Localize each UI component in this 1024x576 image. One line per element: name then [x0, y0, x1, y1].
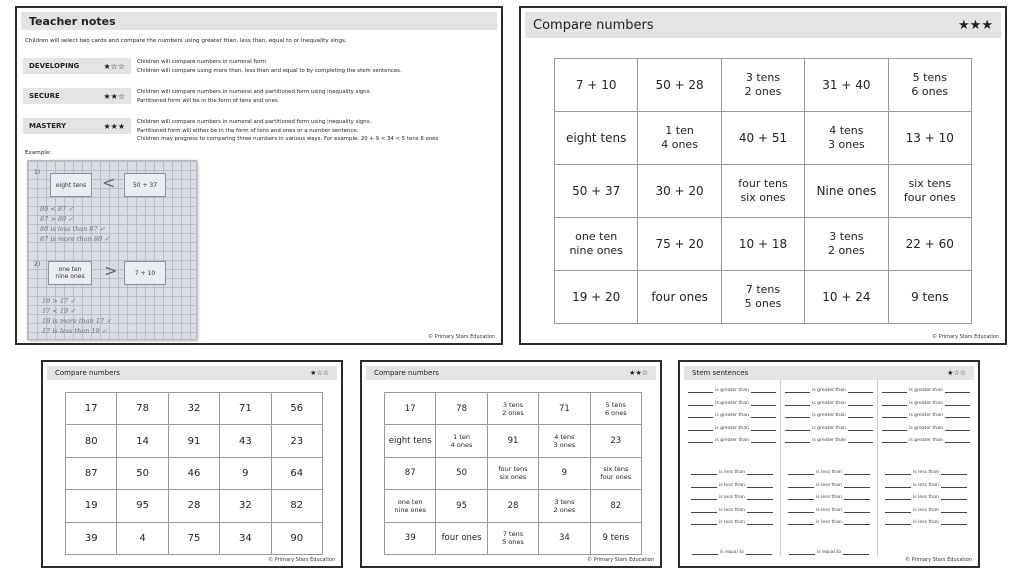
answer-blank[interactable] — [751, 427, 776, 431]
level-badge — [23, 58, 131, 74]
inequality-sign: > — [104, 261, 118, 280]
level-name: MASTERY — [29, 122, 67, 130]
number-card: 56 — [271, 393, 322, 425]
number-card: 90 — [271, 522, 322, 554]
number-card: Nine ones — [805, 165, 888, 218]
copyright-footer: © Primary Stars Education — [268, 557, 335, 563]
answer-blank[interactable] — [688, 402, 713, 406]
answer-blank[interactable] — [844, 471, 870, 475]
answer-blank[interactable] — [688, 427, 713, 431]
number-card: 71 — [220, 393, 271, 425]
stem-phrase: is greater than — [812, 400, 846, 406]
answer-blank[interactable] — [691, 521, 717, 525]
star-rating-icon: ★☆☆ — [310, 369, 329, 377]
question-number: 2) — [34, 261, 41, 268]
answer-blank[interactable] — [885, 496, 911, 500]
answer-blank[interactable] — [882, 439, 907, 443]
number-card: 46 — [168, 457, 219, 489]
slide-header — [684, 366, 974, 380]
star-rating-icon: ★★★ — [958, 17, 993, 33]
stem-sentence — [785, 438, 873, 443]
example-label: Example: — [25, 150, 52, 156]
stem-phrase: is less than — [913, 482, 939, 488]
level-secure — [23, 88, 497, 105]
number-card: 17 — [385, 393, 436, 425]
number-card: eight tens — [385, 425, 436, 457]
level-description — [131, 58, 402, 75]
stem-sentence — [785, 495, 873, 500]
number-card: 4 tens 3 ones — [805, 112, 888, 165]
answer-blank[interactable] — [751, 402, 776, 406]
copyright-footer: © Primary Stars Education — [905, 557, 972, 563]
stem-sentence — [882, 413, 970, 418]
stem-sentence — [688, 483, 776, 488]
number-card-grid — [554, 58, 972, 324]
answer-blank[interactable] — [747, 521, 773, 525]
answer-blank[interactable] — [843, 551, 869, 555]
answer-blank[interactable] — [789, 551, 815, 555]
stem-phrase: is less than — [816, 470, 842, 475]
answer-blank[interactable] — [844, 484, 870, 488]
number-card: 7 tens 5 ones — [487, 522, 538, 554]
stem-sentence — [688, 388, 776, 393]
level-line: Children will compare numbers in numeral form. — [137, 59, 268, 65]
grid-row — [66, 490, 323, 522]
number-card: 32 — [168, 393, 219, 425]
number-card: 5 tens 6 ones — [888, 59, 971, 112]
answer-blank[interactable] — [751, 389, 776, 393]
number-card: 91 — [487, 425, 538, 457]
stem-phrase: is less than — [816, 495, 842, 500]
stem-phrase: is less than — [913, 507, 939, 513]
grid-row — [385, 457, 642, 489]
handwritten-line: 87 > 80 ✓ — [40, 215, 74, 223]
number-card: 71 — [539, 393, 590, 425]
level-name: DEVELOPING — [29, 62, 80, 70]
inequality-sign: < — [102, 173, 116, 192]
number-card: 78 — [117, 393, 168, 425]
notes-intro: Children will select two cards and compare the numbers using greater than, less than, equal to or inequality sings. — [25, 38, 347, 44]
stem-sentence — [785, 520, 873, 525]
grid-row — [66, 522, 323, 554]
grid-row — [555, 165, 972, 218]
number-card: 1 ten 4 ones — [436, 425, 487, 457]
grid-row — [555, 112, 972, 165]
slide-header — [47, 366, 337, 380]
number-card: 34 — [220, 522, 271, 554]
number-card: 43 — [220, 425, 271, 457]
number-card: 39 — [66, 522, 117, 554]
handwritten-line: 80 is less than 87 ✓ — [40, 225, 106, 233]
number-card: six tens four ones — [888, 165, 971, 218]
level-description — [131, 88, 371, 105]
worked-example-photo — [27, 160, 197, 340]
number-card: 3 tens 2 ones — [721, 59, 804, 112]
answer-blank[interactable] — [945, 427, 970, 431]
number-card: 31 + 40 — [805, 59, 888, 112]
answer-blank[interactable] — [885, 484, 911, 488]
copyright-footer: © Primary Stars Education — [587, 557, 654, 563]
number-card: four ones — [436, 522, 487, 554]
stem-phrase: is greater than — [715, 400, 749, 406]
grid-row — [555, 271, 972, 324]
level-line: Partitioned form will either be in the form of tens and ones or a number sentence. — [137, 127, 359, 134]
number-card: 28 — [168, 490, 219, 522]
stem-sentence — [882, 483, 970, 488]
stem-sentence — [882, 520, 970, 525]
number-card: 39 — [385, 522, 436, 554]
number-card: 5 tens 6 ones — [590, 393, 641, 425]
slide-title: Stem sentences — [692, 369, 749, 377]
answer-blank[interactable] — [688, 439, 713, 443]
answer-blank[interactable] — [945, 414, 970, 418]
grid-row — [555, 59, 972, 112]
number-card: 50 + 37 — [124, 173, 166, 197]
number-card: 19 — [66, 490, 117, 522]
level-developing — [23, 58, 497, 75]
answer-blank[interactable] — [848, 427, 873, 431]
number-card: 32 — [220, 490, 271, 522]
grid-row — [385, 425, 642, 457]
number-card: 34 — [539, 522, 590, 554]
stem-phrase: is less than — [913, 495, 939, 500]
stem-phrase: is greater than — [715, 438, 749, 443]
stem-sentence — [785, 483, 873, 488]
number-card: 95 — [436, 490, 487, 522]
stem-sentence — [785, 426, 873, 431]
level-line: Children will compare using more than, less than and equal to by completing the stem sentences. — [137, 67, 402, 74]
number-card: 91 — [168, 425, 219, 457]
stem-sentence — [882, 495, 970, 500]
compare-numbers-mastery-slide — [519, 6, 1007, 345]
stem-column — [684, 380, 781, 556]
stem-phrase: is less than — [816, 507, 842, 513]
handwritten-line: 17 < 19 ✓ — [42, 307, 76, 315]
stem-phrase: is greater than — [812, 438, 846, 443]
copyright-footer: © Primary Stars Education — [428, 334, 495, 340]
answer-blank[interactable] — [785, 427, 810, 431]
number-card: 50 + 28 — [638, 59, 721, 112]
answer-blank[interactable] — [785, 402, 810, 406]
answer-blank[interactable] — [844, 509, 870, 513]
answer-blank[interactable] — [688, 389, 713, 393]
answer-blank[interactable] — [751, 439, 776, 443]
answer-blank[interactable] — [688, 414, 713, 418]
answer-blank[interactable] — [691, 496, 717, 500]
stem-phrase: is less than — [913, 470, 939, 475]
stem-phrase: is less than — [719, 520, 745, 525]
answer-blank[interactable] — [785, 439, 810, 443]
number-card: 10 + 18 — [721, 218, 804, 271]
number-card: 4 — [117, 522, 168, 554]
number-card: 9 tens — [888, 271, 971, 324]
stem-phrase: is less than — [816, 520, 842, 525]
stem-sentence — [688, 470, 776, 475]
handwritten-line: 19 is more than 17 ✓ — [42, 317, 112, 325]
stem-sentence — [882, 426, 970, 431]
stem-phrase: is equal to — [720, 550, 744, 555]
level-mastery — [23, 118, 497, 144]
number-card: 14 — [117, 425, 168, 457]
stem-phrase: is greater than — [909, 425, 943, 431]
grid-row — [66, 393, 323, 425]
stem-sentence — [688, 520, 776, 525]
stem-phrase: is greater than — [909, 438, 943, 443]
stem-sentences-slide — [678, 360, 980, 568]
answer-blank[interactable] — [747, 496, 773, 500]
number-card: six tens four ones — [590, 457, 641, 489]
star-rating-icon: ★☆☆ — [103, 61, 125, 71]
number-card: eight tens — [555, 112, 638, 165]
level-badge — [23, 88, 131, 104]
stem-sentence-columns — [684, 380, 974, 556]
number-card: 23 — [271, 425, 322, 457]
answer-blank[interactable] — [885, 509, 911, 513]
stem-column — [781, 380, 878, 556]
answer-blank[interactable] — [746, 551, 772, 555]
number-card: one ten nine ones — [385, 490, 436, 522]
stem-phrase: is less than — [719, 470, 745, 475]
slide-title: Compare numbers — [374, 369, 439, 377]
answer-blank[interactable] — [788, 509, 814, 513]
answer-blank[interactable] — [945, 439, 970, 443]
stem-phrase: is greater than — [909, 400, 943, 406]
answer-blank[interactable] — [941, 484, 967, 488]
number-card: 40 + 51 — [721, 112, 804, 165]
stem-phrase: is less than — [816, 482, 842, 488]
number-card: 10 + 24 — [805, 271, 888, 324]
stem-phrase: is greater than — [715, 413, 749, 418]
number-card: 3 tens 2 ones — [487, 393, 538, 425]
number-card: 1 ten 4 ones — [638, 112, 721, 165]
level-badge — [23, 118, 131, 134]
answer-blank[interactable] — [941, 521, 967, 525]
answer-blank[interactable] — [747, 484, 773, 488]
number-card: 82 — [590, 490, 641, 522]
stem-phrase: is greater than — [715, 388, 749, 393]
stem-phrase: is less than — [913, 520, 939, 525]
stem-sentence — [688, 438, 776, 443]
number-card: 50 + 37 — [555, 165, 638, 218]
answer-blank[interactable] — [844, 521, 870, 525]
number-card: 80 — [66, 425, 117, 457]
slide-title: Compare numbers — [533, 17, 654, 33]
level-line: Partitioned form will be in the form of tens and ones. — [137, 97, 280, 104]
answer-blank[interactable] — [882, 414, 907, 418]
number-card: 17 — [66, 393, 117, 425]
stem-phrase: is greater than — [715, 425, 749, 431]
stem-sentence — [688, 426, 776, 431]
number-card: 7 + 10 — [555, 59, 638, 112]
answer-blank[interactable] — [848, 439, 873, 443]
stem-sentence — [688, 413, 776, 418]
grid-row — [385, 393, 642, 425]
number-card: 9 — [220, 457, 271, 489]
number-card: 75 + 20 — [638, 218, 721, 271]
answer-blank[interactable] — [945, 402, 970, 406]
stem-sentence — [785, 401, 873, 406]
answer-blank[interactable] — [848, 389, 873, 393]
slide-header — [366, 366, 656, 380]
question-number: 1) — [34, 169, 41, 176]
level-line: Children will compare numbers in numeral and partitioned form using inequality signs. — [137, 119, 372, 125]
answer-blank[interactable] — [751, 414, 776, 418]
number-card: 23 — [590, 425, 641, 457]
number-card: four tens six ones — [487, 457, 538, 489]
number-card: 19 + 20 — [555, 271, 638, 324]
stem-sentence — [882, 388, 970, 393]
answer-blank[interactable] — [788, 471, 814, 475]
number-card: 78 — [436, 393, 487, 425]
handwritten-line: 87 is more than 80 ✓ — [40, 235, 110, 243]
stem-phrase: is equal to — [817, 550, 841, 555]
stem-sentence — [688, 550, 776, 555]
answer-blank[interactable] — [785, 389, 810, 393]
compare-numbers-developing-slide — [41, 360, 343, 568]
level-description — [131, 118, 438, 144]
number-card: 50 — [117, 457, 168, 489]
number-card: 64 — [271, 457, 322, 489]
stem-phrase: is less than — [719, 507, 745, 513]
stem-sentence — [882, 470, 970, 475]
number-card-grid — [384, 392, 642, 555]
answer-blank[interactable] — [882, 389, 907, 393]
level-line: Children will compare numbers in numeral and partitioned form using inequality signs. — [137, 89, 372, 95]
teacher-notes-slide — [15, 6, 503, 345]
number-card: 9 tens — [590, 522, 641, 554]
copyright-footer: © Primary Stars Education — [932, 334, 999, 340]
stem-sentence — [882, 508, 970, 513]
stem-sentence — [882, 401, 970, 406]
number-card: 28 — [487, 490, 538, 522]
stem-sentence — [882, 438, 970, 443]
number-card: 22 + 60 — [888, 218, 971, 271]
number-card: one ten nine ones — [48, 261, 92, 285]
number-card: 87 — [385, 457, 436, 489]
answer-blank[interactable] — [941, 496, 967, 500]
answer-blank[interactable] — [945, 389, 970, 393]
grid-row — [385, 490, 642, 522]
stem-phrase: is greater than — [909, 413, 943, 418]
answer-blank[interactable] — [747, 471, 773, 475]
stem-sentence — [785, 508, 873, 513]
answer-blank[interactable] — [885, 521, 911, 525]
grid-row — [555, 218, 972, 271]
star-rating-icon: ★★☆ — [629, 369, 648, 377]
star-rating-icon: ★★★ — [103, 121, 125, 131]
answer-blank[interactable] — [844, 496, 870, 500]
stem-phrase: is less than — [719, 495, 745, 500]
star-rating-icon: ★★☆ — [103, 91, 125, 101]
number-card: 95 — [117, 490, 168, 522]
grid-row — [66, 425, 323, 457]
stem-sentence — [688, 401, 776, 406]
answer-blank[interactable] — [788, 484, 814, 488]
level-line: Children may progress to comparing three numbers in various ways. For example: 20 + 9 < 34 < 5 tens 6 ones — [137, 136, 439, 142]
answer-blank[interactable] — [848, 414, 873, 418]
stem-phrase: is greater than — [812, 425, 846, 431]
number-card: 9 — [539, 457, 590, 489]
stem-sentence — [785, 470, 873, 475]
stem-sentence — [688, 495, 776, 500]
answer-blank[interactable] — [788, 521, 814, 525]
answer-blank[interactable] — [691, 471, 717, 475]
stem-phrase: is greater than — [909, 388, 943, 393]
slide-title: Compare numbers — [55, 369, 120, 377]
number-card: 4 tens 3 ones — [539, 425, 590, 457]
compare-numbers-secure-slide — [360, 360, 662, 568]
stem-phrase: is less than — [719, 482, 745, 488]
stem-phrase: is greater than — [812, 388, 846, 393]
number-card: 87 — [66, 457, 117, 489]
stem-sentence — [785, 388, 873, 393]
number-card: 82 — [271, 490, 322, 522]
answer-blank[interactable] — [885, 471, 911, 475]
slide-header — [525, 12, 1001, 38]
number-card: 3 tens 2 ones — [539, 490, 590, 522]
number-card: 30 + 20 — [638, 165, 721, 218]
number-card: four ones — [638, 271, 721, 324]
answer-blank[interactable] — [691, 509, 717, 513]
grid-row — [66, 457, 323, 489]
answer-blank[interactable] — [882, 402, 907, 406]
number-card: one ten nine ones — [555, 218, 638, 271]
number-card-grid — [65, 392, 323, 555]
answer-blank[interactable] — [788, 496, 814, 500]
answer-blank[interactable] — [941, 471, 967, 475]
number-card: eight tens — [50, 173, 92, 197]
slide-header — [21, 12, 497, 30]
number-card: 50 — [436, 457, 487, 489]
number-card: 3 tens 2 ones — [805, 218, 888, 271]
grid-row — [385, 522, 642, 554]
stem-sentence — [688, 508, 776, 513]
number-card: four tens six ones — [721, 165, 804, 218]
number-card: 13 + 10 — [888, 112, 971, 165]
level-name: SECURE — [29, 92, 60, 100]
answer-blank[interactable] — [691, 484, 717, 488]
stem-phrase: is greater than — [812, 413, 846, 418]
number-card: 7 tens 5 ones — [721, 271, 804, 324]
answer-blank[interactable] — [692, 551, 718, 555]
number-card: 75 — [168, 522, 219, 554]
handwritten-line: 19 > 17 ✓ — [42, 297, 76, 305]
answer-blank[interactable] — [882, 427, 907, 431]
answer-blank[interactable] — [848, 402, 873, 406]
slide-title: Teacher notes — [29, 14, 116, 28]
handwritten-line: 17 is less than 19 ✓ — [42, 327, 108, 335]
stem-sentence — [785, 550, 873, 555]
answer-blank[interactable] — [941, 509, 967, 513]
answer-blank[interactable] — [747, 509, 773, 513]
star-rating-icon: ★☆☆ — [947, 369, 966, 377]
answer-blank[interactable] — [785, 414, 810, 418]
stem-sentence — [785, 413, 873, 418]
stem-column — [878, 380, 974, 556]
number-card: 7 + 10 — [124, 261, 166, 285]
handwritten-line: 80 < 87 ✓ — [40, 205, 74, 213]
